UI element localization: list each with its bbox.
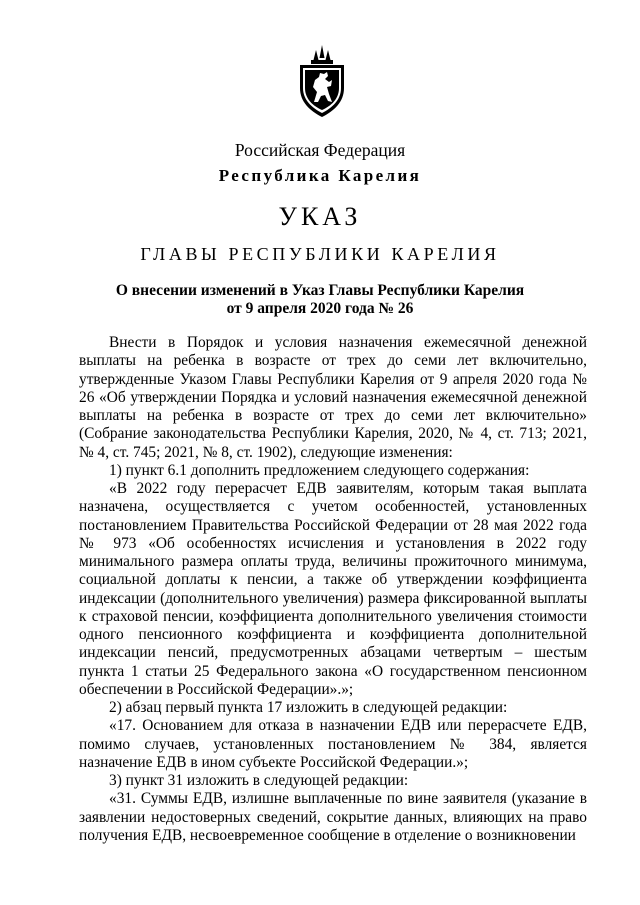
document-body: [79, 334, 587, 845]
karelia-coat-of-arms-icon: [294, 44, 350, 118]
subject-line-2: от 9 апреля 2020 года № 26: [226, 300, 414, 317]
body-paragraph: Внести в Порядок и условия назначения ежемесячной денежной выплаты на ребенка в возрасте от трех до семи лет включительно, утвержденные Указом Главы Республики Карелия от 9 апреля 2020 года № 26 «Об утверждении Порядка и условий назначения ежемесячной денежной выплаты на ребенка в возрасте от трех до семи лет включительно» (Собрание законодательства Республики Карелия, 2020, № 4, ст. 713; 2021, № 4, ст. 745; 2021, № 8, ст. 1902), следующие изменения:: [79, 334, 587, 461]
document-type-title: УКАЗ: [278, 202, 362, 231]
body-paragraph: 1) пункт 6.1 дополнить предложением следующего содержания:: [109, 461, 530, 479]
issuer-title: ГЛАВЫ РЕСПУБЛИКИ КАРЕЛИЯ: [140, 244, 500, 264]
body-paragraph: «В 2022 году перерасчет ЕДВ заявителям, которым такая выплата назначена, осуществляется с учетом особенностей, установленных постановлением Правительства Российской Федерации от 28 мая 2022 года № 973 «Об особенностях исчисления и установления в 2022 году минимального размера оплаты труда, величины прожиточного минимума, социальной доплаты к пенсии, а также об утверждении коэффициента индексации (дополнительного увеличения) размера фиксированной выплаты к страховой пенсии, коэффициента дополнительного увеличения стоимости одного пенсионного коэффициента и коэффициента дополнительной индексации пенсий, предусмотренных абзацами четвертым – шестым пункта 1 статьи 25 Федерального закона «О государственном пенсионном обеспечении в Российской Федерации».»;: [79, 480, 587, 698]
subject-line-1: О внесении изменений в Указ Главы Республики Карелия: [115, 282, 525, 299]
body-paragraph: «31. Суммы ЕДВ, излишне выплаченные по вине заявителя (указание в заявлении недостоверных сведений, сокрытие данных, влияющих на право получения ЕДВ, несвоевременное сообщение в отделение о возникновении: [79, 790, 587, 844]
body-paragraph: 3) пункт 31 изложить в следующей редакции:: [109, 772, 409, 789]
body-paragraph: 2) абзац первый пункта 17 изложить в следующей редакции:: [109, 699, 508, 716]
federation-title: Российская Федерация: [234, 140, 406, 160]
document-subject: [0, 282, 640, 318]
body-paragraph: «17. Основанием для отказа в назначении ЕДВ или перерасчете ЕДВ, помимо случаев, установленных постановлением № 384, является назначение ЕДВ в ином субъекте Российской Федерации.»;: [79, 717, 587, 771]
republic-title: Республика Карелия: [218, 166, 422, 185]
